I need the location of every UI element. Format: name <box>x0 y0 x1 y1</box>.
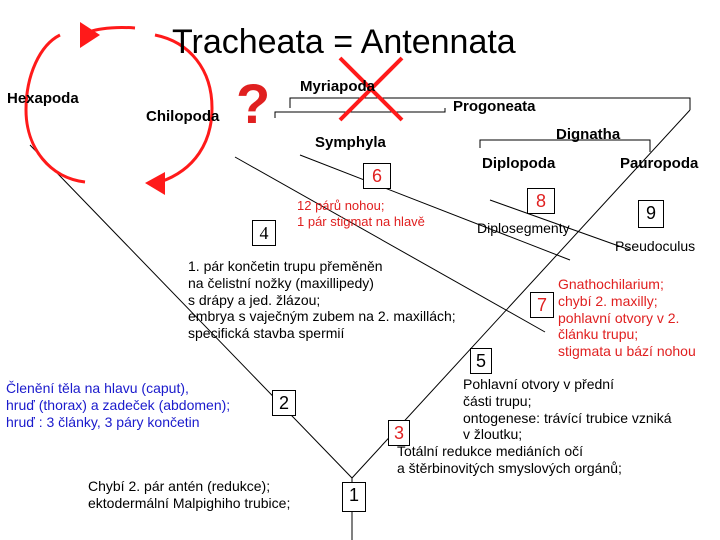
node-9: 9 <box>638 200 664 228</box>
taxon-symphyla: Symphyla <box>315 134 386 151</box>
note-node2: Členění těla na hlavu (caput), hruď (thorax) a zadeček (abdomen); hruď : 3 články, 3 páry končetin <box>6 380 231 430</box>
page-title: Tracheata = Antennata <box>172 23 516 61</box>
node-3: 3 <box>388 420 410 446</box>
note-node9: Pseudoculus <box>615 238 696 254</box>
taxon-myriapoda: Myriapoda <box>300 78 376 95</box>
note-node1: Chybí 2. pár antén (redukce); ektodermální Malpighiho trubice; <box>88 478 291 511</box>
arrowhead-icon <box>145 172 165 195</box>
taxon-chilopoda: Chilopoda <box>146 108 220 125</box>
node-1: 1 <box>342 482 366 512</box>
node-2: 2 <box>272 390 296 416</box>
node-6: 6 <box>363 163 391 189</box>
taxon-progoneata: Progoneata <box>453 98 536 115</box>
note-node6: 12 párů nohou; 1 pár stigmat na hlavě <box>297 198 425 229</box>
taxon-hexapoda: Hexapoda <box>7 90 79 107</box>
question-mark: ? <box>236 72 271 135</box>
taxon-diplopoda: Diplopoda <box>482 155 556 172</box>
node-5: 5 <box>470 348 492 374</box>
node-8: 8 <box>527 188 555 214</box>
note-node7: Gnathochilarium; chybí 2. maxilly; pohlavní otvory v 2. článku trupu; stigmata u bází nohou <box>558 276 696 360</box>
note-node4: 1. pár končetin trupu přeměněn na čelistní nožky (maxillipedy) s drápy a jed. žlázou; embrya s vaječným zubem na 2. maxillách; specifická stavba spermií <box>188 258 456 342</box>
taxon-pauropoda: Pauropoda <box>620 155 699 172</box>
node-7: 7 <box>530 292 554 318</box>
note-node5: Pohlavní otvory v přední části trupu; ontogenese: trávící trubice vzniká v žloutku; Totální redukce mediáních očí a štěrbinovitých smyslových orgánů; <box>397 376 672 476</box>
bracket-progoneata <box>275 108 445 118</box>
taxon-dignatha: Dignatha <box>556 126 621 143</box>
note-node8: Diplosegmenty <box>477 220 570 236</box>
node-4: 4 <box>252 220 276 246</box>
arrowhead-icon <box>80 22 100 48</box>
